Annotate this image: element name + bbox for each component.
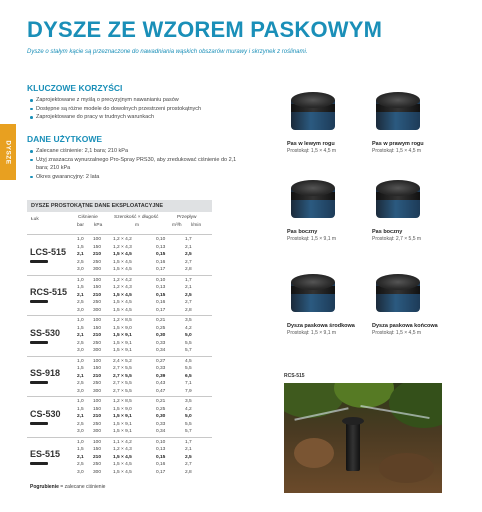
benefits-heading: KLUCZOWE KORZYŚCI xyxy=(27,83,123,93)
model-block xyxy=(27,396,212,437)
table-row xyxy=(73,340,212,348)
lmin-cell: 2,8 xyxy=(185,307,192,313)
m3h-cell: 0,13 xyxy=(156,285,166,290)
table-row xyxy=(73,454,212,462)
nozzle-pattern-icon xyxy=(30,462,48,465)
col-size-unit: m xyxy=(135,223,139,228)
lmin-cell: 1,7 xyxy=(185,277,192,283)
nozzle-image xyxy=(372,268,424,320)
section-tab xyxy=(0,124,16,180)
m3h-cell: 0,34 xyxy=(156,429,166,434)
lmin-cell: 3,5 xyxy=(185,318,192,323)
lmin-cell: 2,7 xyxy=(185,462,192,467)
m3h-cell: 0,43 xyxy=(156,381,166,386)
m3h-cell: 0,15 xyxy=(156,454,166,460)
table-row xyxy=(73,413,212,421)
table-row xyxy=(73,299,212,307)
table-row xyxy=(73,428,212,436)
size-cell: 1,5 × 4,5 xyxy=(113,462,132,467)
kpa-cell: 150 xyxy=(93,244,102,250)
model-cell xyxy=(27,438,73,478)
model-name: ES-515 xyxy=(30,449,61,460)
lmin-cell: 5,5 xyxy=(185,366,192,371)
kpa-cell: 250 xyxy=(93,340,102,346)
table-row xyxy=(73,373,212,381)
m3h-cell: 0,33 xyxy=(156,421,166,427)
bar-cell: 1,0 xyxy=(77,318,84,323)
kpa-cell: 100 xyxy=(93,277,102,283)
lmin-cell: 4,5 xyxy=(185,358,192,364)
bar-cell: 1,0 xyxy=(77,237,84,242)
lmin-cell: 6,5 xyxy=(185,373,192,379)
product-name: Pas boczny xyxy=(287,229,318,235)
bar-cell: 1,5 xyxy=(77,285,84,290)
table-row xyxy=(73,284,212,292)
kpa-cell: 150 xyxy=(93,285,102,290)
kpa-cell: 210 xyxy=(93,414,102,419)
kpa-cell: 150 xyxy=(93,447,102,452)
lmin-cell: 2,1 xyxy=(185,447,192,452)
table-row xyxy=(73,277,212,285)
bar-cell: 3,0 xyxy=(77,267,84,272)
lmin-cell: 2,5 xyxy=(185,454,192,460)
lmin-cell: 7,1 xyxy=(185,381,192,386)
m3h-cell: 0,16 xyxy=(156,462,166,467)
product-photo xyxy=(284,383,442,493)
nozzle-image xyxy=(372,86,424,138)
bar-cell: 1,5 xyxy=(77,366,84,371)
m3h-cell: 0,21 xyxy=(156,399,166,404)
kpa-cell: 300 xyxy=(93,388,102,394)
legend-text: = zalecane ciśnienie xyxy=(58,484,106,490)
size-cell: 1,5 × 9,1 xyxy=(113,340,132,346)
kpa-cell: 100 xyxy=(93,358,102,364)
kpa-cell: 250 xyxy=(93,462,102,467)
benefits-list xyxy=(30,96,201,122)
product-name: Pas w lewym rogu xyxy=(287,141,335,147)
size-cell: 1,5 × 9,1 xyxy=(113,414,132,419)
bar-cell: 2,5 xyxy=(77,421,84,427)
nozzle-pattern-icon xyxy=(30,300,48,303)
table-row xyxy=(73,461,212,469)
lmin-cell: 5,5 xyxy=(185,340,192,346)
table-title: DYSZE PROSTOKĄTNE DANE EKSPLOATACYJNE xyxy=(27,200,212,212)
kpa-cell: 150 xyxy=(93,325,102,331)
kpa-cell: 300 xyxy=(93,429,102,434)
col-flow: Przepływ xyxy=(177,215,197,220)
size-cell: 1,5 × 9,1 xyxy=(113,429,132,434)
bar-cell: 2,5 xyxy=(77,300,84,305)
kpa-cell: 300 xyxy=(93,307,102,313)
table-row xyxy=(73,380,212,388)
kpa-cell: 250 xyxy=(93,259,102,265)
m3h-cell: 0,34 xyxy=(156,348,166,353)
lmin-cell: 1,7 xyxy=(185,237,192,242)
size-cell: 1,5 × 4,5 xyxy=(113,307,132,313)
table-row xyxy=(73,236,212,244)
bar-cell: 3,0 xyxy=(77,429,84,434)
model-cell xyxy=(27,276,73,316)
bar-cell: 1,5 xyxy=(77,447,84,452)
table-row xyxy=(73,439,212,447)
model-name: SS-918 xyxy=(30,368,61,379)
table-row xyxy=(73,325,212,333)
model-cell xyxy=(27,235,73,275)
size-cell: 1,5 × 9,0 xyxy=(113,325,132,331)
nozzle-image xyxy=(287,174,339,226)
product-name: Pas w prawym rogu xyxy=(372,141,424,147)
table-legend xyxy=(30,484,105,490)
bar-cell: 2,1 xyxy=(77,373,84,379)
page-subtitle: Dysze o stałym kącie są przeznaczone do nawadniania wąskich obszarów murawy i skrzynek z roślinami. xyxy=(27,49,308,55)
kpa-cell: 250 xyxy=(93,421,102,427)
product-spec: Prostokąt: 1,5 × 4,5 m xyxy=(287,148,337,154)
product-side-strip-wide xyxy=(372,174,424,242)
m3h-cell: 0,10 xyxy=(156,439,166,445)
performance-table xyxy=(27,200,212,477)
col-lmin: l/min xyxy=(191,223,202,228)
bar-cell: 1,5 xyxy=(77,406,84,412)
table-row xyxy=(73,398,212,406)
product-spec: Prostokąt: 1,5 × 9,1 m xyxy=(287,236,337,242)
table-row xyxy=(73,406,212,414)
m3h-cell: 0,16 xyxy=(156,259,166,265)
kpa-cell: 150 xyxy=(93,406,102,412)
m3h-cell: 0,10 xyxy=(156,277,166,283)
usage-list xyxy=(30,147,240,181)
size-cell: 1,5 × 4,5 xyxy=(113,300,132,305)
kpa-cell: 210 xyxy=(93,333,102,338)
section-tab-label: DYSZE xyxy=(4,139,12,165)
model-block xyxy=(27,275,212,316)
size-cell: 1,2 × 4,3 xyxy=(113,285,132,290)
bar-cell: 1,5 xyxy=(77,325,84,331)
size-cell: 1,5 × 9,1 xyxy=(113,333,132,338)
product-spec: Prostokąt: 2,7 × 5,5 m xyxy=(372,236,422,242)
bar-cell: 1,0 xyxy=(77,358,84,364)
kpa-cell: 100 xyxy=(93,439,102,445)
model-name: SS-530 xyxy=(30,327,61,338)
product-spec: Prostokąt: 1,5 × 9,1 m xyxy=(287,330,337,336)
lmin-cell: 2,7 xyxy=(185,259,192,265)
m3h-cell: 0,25 xyxy=(156,406,166,412)
lmin-cell: 5,0 xyxy=(185,414,192,419)
table-row xyxy=(73,347,212,355)
product-name: Dysza paskowa końcowa xyxy=(372,323,438,329)
product-name: Pas boczny xyxy=(372,229,403,235)
m3h-cell: 0,30 xyxy=(156,414,166,419)
size-cell: 2,7 × 5,5 xyxy=(113,381,132,386)
bar-cell: 1,0 xyxy=(77,439,84,445)
size-cell: 2,4 × 5,2 xyxy=(113,358,132,364)
bar-cell: 3,0 xyxy=(77,388,84,394)
table-row xyxy=(73,292,212,300)
model-block xyxy=(27,234,212,275)
nozzle-image xyxy=(372,174,424,226)
model-block xyxy=(27,315,212,356)
m3h-cell: 0,47 xyxy=(156,388,166,394)
bar-cell: 2,1 xyxy=(77,292,84,298)
size-cell: 1,5 × 4,5 xyxy=(113,469,132,475)
table-row xyxy=(73,365,212,373)
lmin-cell: 2,8 xyxy=(185,267,192,272)
lmin-cell: 2,5 xyxy=(185,252,192,257)
kpa-cell: 210 xyxy=(93,373,102,379)
table-row xyxy=(73,244,212,252)
bar-cell: 3,0 xyxy=(77,469,84,475)
product-right-corner xyxy=(372,86,424,154)
table-row xyxy=(73,307,212,315)
m3h-cell: 0,16 xyxy=(156,300,166,305)
nozzle-pattern-icon xyxy=(30,381,48,384)
size-cell: 1,2 × 4,3 xyxy=(113,244,132,250)
lmin-cell: 2,1 xyxy=(185,244,192,250)
lmin-cell: 2,8 xyxy=(185,469,192,475)
table-row xyxy=(73,251,212,259)
m3h-cell: 0,30 xyxy=(156,333,166,338)
size-cell: 2,7 × 5,5 xyxy=(113,388,132,394)
m3h-cell: 0,27 xyxy=(156,358,166,364)
col-m3h: m³/h xyxy=(172,223,182,228)
nozzle-pattern-icon xyxy=(30,422,48,425)
kpa-cell: 300 xyxy=(93,348,102,353)
product-name: Dysza paskowa środkowa xyxy=(287,323,355,329)
benefit-item: Zaprojektowane do pracy w trudnych warunkach xyxy=(30,113,201,122)
nozzle-pattern-icon xyxy=(30,260,48,263)
kpa-cell: 100 xyxy=(93,318,102,323)
product-side-strip xyxy=(287,174,339,242)
lmin-cell: 3,5 xyxy=(185,399,192,404)
m3h-cell: 0,13 xyxy=(156,447,166,452)
m3h-cell: 0,21 xyxy=(156,318,166,323)
product-spec: Prostokąt: 1,5 × 4,5 m xyxy=(372,330,422,336)
benefit-item: Dostępne są różne modele do dowolnych przestrzeni prostokątnych xyxy=(30,105,201,114)
lmin-cell: 4,2 xyxy=(185,406,192,412)
size-cell: 1,2 × 8,5 xyxy=(113,318,132,323)
table-row xyxy=(73,332,212,340)
size-cell: 1,2 × 4,2 xyxy=(113,237,132,242)
lmin-cell: 2,1 xyxy=(185,285,192,290)
legend-bold: Pogrubienie xyxy=(30,484,59,490)
kpa-cell: 150 xyxy=(93,366,102,371)
col-model: Łuk xyxy=(31,217,39,222)
bar-cell: 2,5 xyxy=(77,340,84,346)
model-name: LCS-515 xyxy=(30,246,67,257)
bar-cell: 1,0 xyxy=(77,399,84,404)
lmin-cell: 4,2 xyxy=(185,325,192,331)
bar-cell: 1,0 xyxy=(77,277,84,283)
size-cell: 1,2 × 4,2 xyxy=(113,277,132,283)
lmin-cell: 2,7 xyxy=(185,300,192,305)
model-cell xyxy=(27,316,73,356)
lmin-cell: 5,0 xyxy=(185,333,192,338)
m3h-cell: 0,17 xyxy=(156,469,166,475)
col-pressure: Ciśnienie xyxy=(78,215,98,220)
size-cell: 1,5 × 9,1 xyxy=(113,348,132,353)
m3h-cell: 0,17 xyxy=(156,307,166,313)
col-size: Szerokość × długość xyxy=(114,215,159,220)
product-spec: Prostokąt: 1,5 × 4,5 m xyxy=(372,148,422,154)
size-cell: 2,7 × 5,5 xyxy=(113,373,132,379)
bar-cell: 3,0 xyxy=(77,348,84,353)
usage-item: Okres gwarancyjny: 2 lata xyxy=(30,173,240,182)
photo-caption: RCS-515 xyxy=(284,373,305,379)
table-row xyxy=(73,388,212,396)
size-cell: 1,5 × 9,0 xyxy=(113,406,132,412)
model-block xyxy=(27,356,212,397)
kpa-cell: 210 xyxy=(93,252,102,257)
bar-cell: 2,5 xyxy=(77,259,84,265)
kpa-cell: 210 xyxy=(93,454,102,460)
lmin-cell: 5,5 xyxy=(185,421,192,427)
kpa-cell: 300 xyxy=(93,469,102,475)
table-row xyxy=(73,317,212,325)
bar-cell: 2,5 xyxy=(77,462,84,467)
kpa-cell: 100 xyxy=(93,237,102,242)
kpa-cell: 250 xyxy=(93,381,102,386)
lmin-cell: 5,7 xyxy=(185,348,192,353)
m3h-cell: 0,39 xyxy=(156,373,166,379)
table-row xyxy=(73,259,212,267)
lmin-cell: 5,7 xyxy=(185,429,192,434)
table-row xyxy=(73,421,212,429)
kpa-cell: 300 xyxy=(93,267,102,272)
table-row xyxy=(73,446,212,454)
model-block xyxy=(27,437,212,478)
m3h-cell: 0,33 xyxy=(156,366,166,371)
m3h-cell: 0,17 xyxy=(156,267,166,272)
size-cell: 1,5 × 4,5 xyxy=(113,267,132,272)
page-title: DYSZE ZE WZOREM PASKOWYM xyxy=(27,17,383,42)
bar-cell: 2,5 xyxy=(77,381,84,386)
bar-cell: 2,1 xyxy=(77,333,84,338)
bar-cell: 2,1 xyxy=(77,414,84,419)
table-row xyxy=(73,266,212,274)
nozzle-pattern-icon xyxy=(30,341,48,344)
m3h-cell: 0,13 xyxy=(156,244,166,250)
kpa-cell: 100 xyxy=(93,399,102,404)
benefit-item: Zaprojektowane z myślą o precyzyjnym nawanianiu pasów xyxy=(30,96,201,105)
lmin-cell: 1,7 xyxy=(185,439,192,445)
model-name: RCS-515 xyxy=(30,287,68,298)
m3h-cell: 0,15 xyxy=(156,252,166,257)
m3h-cell: 0,10 xyxy=(156,237,166,242)
m3h-cell: 0,25 xyxy=(156,325,166,331)
table-row xyxy=(73,358,212,366)
kpa-cell: 210 xyxy=(93,292,102,298)
product-left-corner xyxy=(287,86,339,154)
table-body xyxy=(27,234,212,477)
usage-item: Użyj zraszacza wynurzalnego Pro-Spray PRS30, aby zredukować ciśnienie do 2,1 bara; 210 kPa xyxy=(30,156,240,173)
size-cell: 1,5 × 4,5 xyxy=(113,252,132,257)
lmin-cell: 7,9 xyxy=(185,388,192,394)
nozzle-image xyxy=(287,86,339,138)
nozzle-image xyxy=(287,268,339,320)
size-cell: 1,1 × 4,2 xyxy=(113,439,132,445)
col-bar: bar xyxy=(77,223,84,228)
col-kpa: kPa xyxy=(94,223,103,228)
m3h-cell: 0,33 xyxy=(156,340,166,346)
product-end-strip xyxy=(372,268,438,336)
size-cell: 2,7 × 5,5 xyxy=(113,366,132,371)
table-header xyxy=(27,212,212,234)
m3h-cell: 0,15 xyxy=(156,292,166,298)
kpa-cell: 250 xyxy=(93,300,102,305)
usage-item: Zalecane ciśnienie: 2,1 bara; 210 kPa xyxy=(30,147,240,156)
size-cell: 1,5 × 4,5 xyxy=(113,259,132,265)
product-center-strip xyxy=(287,268,355,336)
size-cell: 1,5 × 4,5 xyxy=(113,292,132,298)
size-cell: 1,2 × 4,3 xyxy=(113,447,132,452)
bar-cell: 2,1 xyxy=(77,454,84,460)
model-cell xyxy=(27,397,73,437)
size-cell: 1,5 × 9,1 xyxy=(113,421,132,427)
lmin-cell: 2,5 xyxy=(185,292,192,298)
bar-cell: 3,0 xyxy=(77,307,84,313)
bar-cell: 1,5 xyxy=(77,244,84,250)
model-name: CS-530 xyxy=(30,408,61,419)
size-cell: 1,5 × 4,5 xyxy=(113,454,132,460)
model-cell xyxy=(27,357,73,397)
bar-cell: 2,1 xyxy=(77,252,84,257)
size-cell: 1,2 × 8,5 xyxy=(113,399,132,404)
usage-heading: DANE UŻYTKOWE xyxy=(27,134,103,144)
table-row xyxy=(73,469,212,477)
